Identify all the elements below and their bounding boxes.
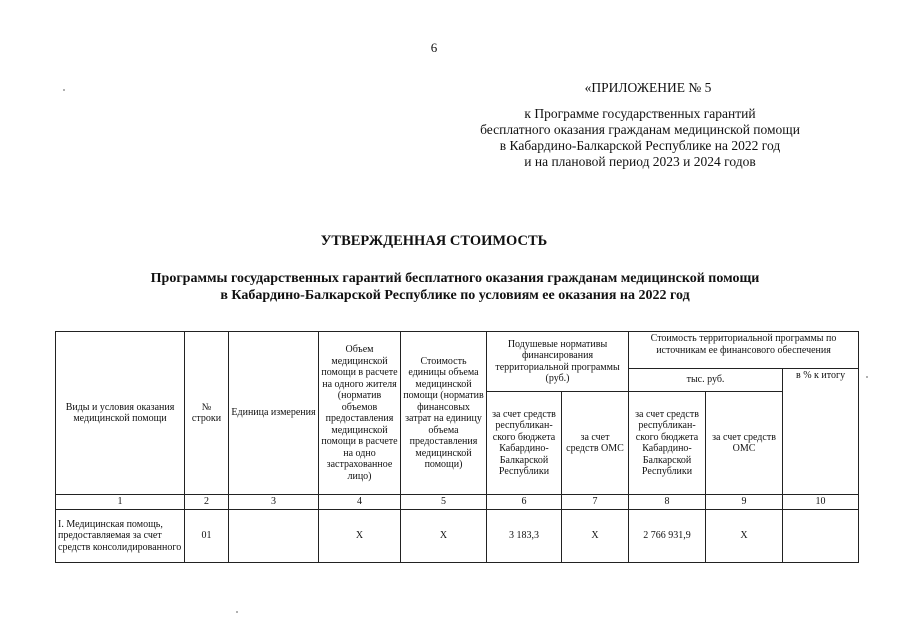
column-number: 1	[56, 495, 185, 510]
scan-speck	[63, 89, 65, 91]
cell-oms: Х	[562, 510, 629, 563]
cell-oms-territorial: Х	[706, 510, 783, 563]
column-number: 9	[706, 495, 783, 510]
appendix-line: и на плановой период 2023 и 2024 годов	[524, 154, 756, 169]
header-row-number: № строки	[185, 332, 229, 495]
header-thousand-rub: тыс. руб.	[629, 369, 783, 392]
column-number: 5	[401, 495, 487, 510]
header-budget: за счет средств республикан-ского бюджета Кабардино-Балкарской Республики	[487, 392, 562, 495]
cell-type: I. Медицинская помощь, предоставляемая за счет средств консолидированного	[56, 510, 185, 563]
column-number: 8	[629, 495, 706, 510]
document-subtitle: Программы государственных гарантий бесплатного оказания гражданам медицинской помощи	[150, 271, 760, 286]
scan-speck	[236, 611, 238, 613]
header-per-capita	[487, 332, 629, 392]
cell-unit	[229, 510, 319, 563]
appendix-title: «ПРИЛОЖЕНИЕ № 5	[584, 80, 712, 95]
header-budget-territorial: за счет средств республикан-ского бюджета Кабардино-Балкарской Республики	[629, 392, 706, 495]
cell-budget: 3 183,3	[487, 510, 562, 563]
column-number: 4	[319, 495, 401, 510]
header-oms-territorial: за счет средств ОМС	[706, 392, 783, 495]
appendix-line: бесплатного оказания гражданам медицинской помощи	[480, 122, 800, 137]
document-heading: УТВЕРЖДЕННАЯ СТОИМОСТЬ	[320, 233, 548, 249]
appendix-line: к Программе государственных гарантий	[524, 106, 756, 121]
header-cost-unit: Стоимость единицы объема медицинской помощи (норматив финансовых затрат на единицу объема предоставления медицинской помощи)	[401, 332, 487, 495]
column-number: 3	[229, 495, 319, 510]
header-per-capita-label: Подушевые нормативы финансирования территориальной программы	[495, 338, 620, 373]
header-territorial: Стоимость территориальной программы по источникам ее финансового обеспечения	[629, 332, 859, 369]
column-numbers-row	[56, 495, 859, 510]
column-number: 2	[185, 495, 229, 510]
column-number: 10	[783, 495, 859, 510]
scan-speck	[866, 376, 868, 378]
header-percent: в % к итогу	[783, 369, 859, 495]
cell-percent	[783, 510, 859, 563]
column-number: 7	[562, 495, 629, 510]
cell-cost-unit: Х	[401, 510, 487, 563]
cost-table	[55, 331, 859, 563]
cell-budget-territorial: 2 766 931,9	[629, 510, 706, 563]
document-subtitle: в Кабардино-Балкарской Республике по условиям ее оказания на 2022 год	[220, 288, 690, 303]
header-oms: за счет средств ОМС	[562, 392, 629, 495]
cell-volume: Х	[319, 510, 401, 563]
header-volume: Объем медицинской помощи в расчете на одного жителя (норматив объемов предоставления медицинской помощи в расчете на одно застрахованное лицо)	[319, 332, 401, 495]
header-per-capita-unit: (руб.)	[545, 373, 570, 384]
cell-row-number: 01	[185, 510, 229, 563]
header-unit: Единица измерения	[229, 332, 319, 495]
page-number: 6	[430, 40, 438, 55]
header-types: Виды и условия оказания медицинской помощи	[56, 332, 185, 495]
table-row	[56, 510, 859, 563]
column-number: 6	[487, 495, 562, 510]
appendix-line: в Кабардино-Балкарской Республике на 2022 год	[499, 138, 781, 153]
